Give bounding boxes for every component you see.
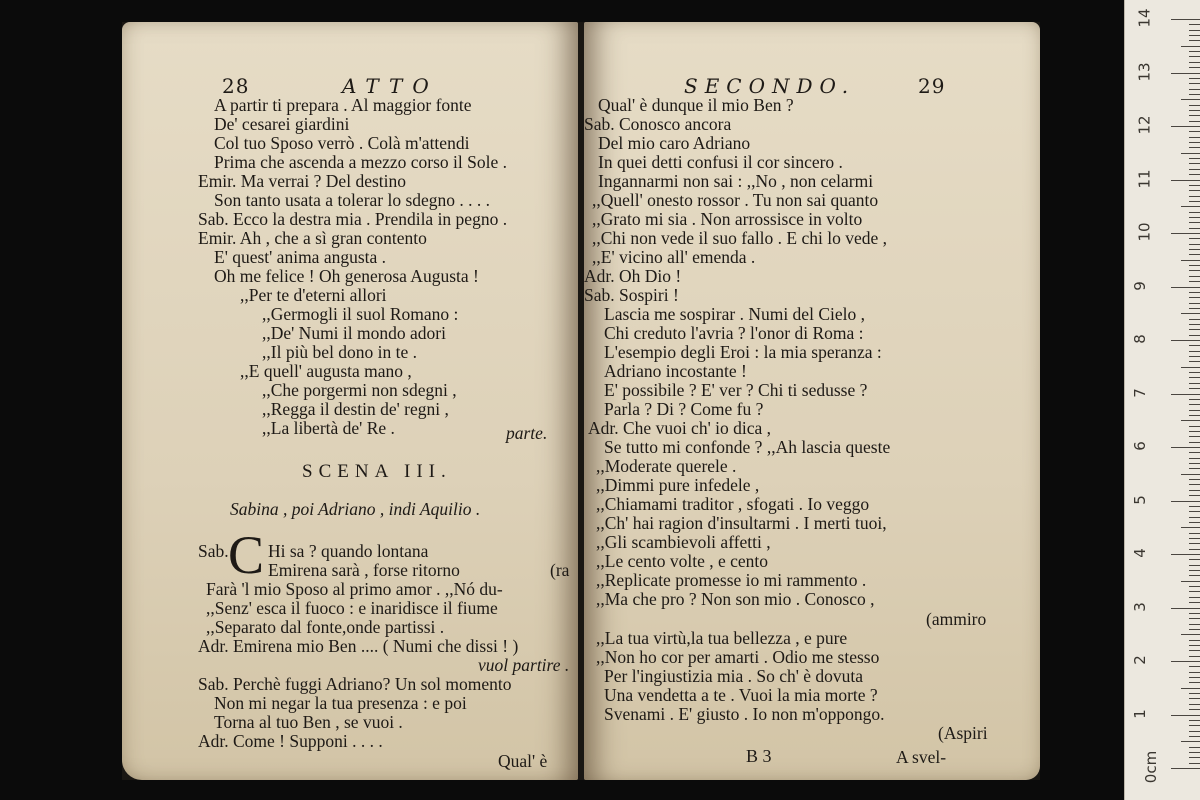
ruler-major-tick: [1171, 608, 1200, 609]
ruler-minor-tick: [1181, 313, 1200, 314]
ruler-minor-tick: [1189, 431, 1200, 432]
ruler-minor-tick: [1189, 458, 1200, 459]
verse-line: ,,Che porgermi non sdegni ,: [262, 380, 457, 400]
ruler-major-tick: [1171, 19, 1200, 20]
ruler-label: 8: [1130, 334, 1149, 344]
scene-characters: Sabina , poi Adriano , indi Aquilio .: [230, 499, 481, 519]
ruler-minor-tick: [1189, 522, 1200, 523]
ruler-label: 3: [1130, 601, 1149, 612]
ruler-minor-tick: [1189, 62, 1200, 63]
right-page-number: 29: [918, 74, 946, 98]
ruler-minor-tick: [1189, 495, 1200, 496]
ruler-minor-tick: [1189, 597, 1200, 598]
ruler-minor-tick: [1189, 190, 1200, 191]
text-line: L'esempio degli Eroi : la mia speranza :: [604, 342, 882, 362]
ruler-minor-tick: [1189, 324, 1200, 325]
ruler-minor-tick: [1189, 249, 1200, 250]
ruler-major-tick: [1171, 394, 1200, 395]
text-line: Farà 'l mio Sposo al primo amor . ,,Nó du-: [206, 579, 503, 599]
ruler-minor-tick: [1189, 570, 1200, 571]
text-line: Adriano incostante !: [604, 361, 747, 381]
ruler-label: 9: [1130, 280, 1149, 291]
text-line: ,,Chi non vede il suo fallo . E chi lo vede ,: [592, 228, 888, 248]
ruler-major-tick: [1171, 126, 1200, 127]
speaker-line: Adr. Che vuoi ch' io dica ,: [588, 418, 771, 438]
text-line: ,,Dimmi pure infedele ,: [596, 475, 760, 495]
ruler-minor-tick: [1189, 725, 1200, 726]
ruler-minor-tick: [1189, 559, 1200, 560]
ruler-minor-tick: [1189, 356, 1200, 357]
open-book: [122, 22, 1040, 780]
speaker-line: Sab. Conosco ancora: [584, 114, 732, 134]
text-line: Ingannarmi non sai : ,,No , non celarmi: [598, 171, 874, 191]
verse-line: ,,Per te d'eterni allori: [240, 285, 387, 305]
ruler-minor-tick: [1189, 484, 1200, 485]
right-running-header: SECONDO.: [684, 74, 856, 98]
ruler-minor-tick: [1189, 212, 1200, 213]
left-page: [122, 22, 578, 780]
ruler-minor-tick: [1189, 377, 1200, 378]
ruler-minor-tick: [1189, 463, 1200, 464]
text-line: A partir ti prepara . Al maggior fonte: [214, 95, 472, 115]
ruler-minor-tick: [1189, 163, 1200, 164]
text-line: Del mio caro Adriano: [598, 133, 751, 153]
ruler-minor-tick: [1189, 517, 1200, 518]
ruler-major-tick: [1171, 661, 1200, 662]
ruler-minor-tick: [1189, 479, 1200, 480]
ruler-major-tick: [1171, 554, 1200, 555]
stage-direction: vuol partire .: [478, 655, 570, 675]
text-line: Svenami . E' giusto . Io non m'oppongo.: [604, 704, 885, 724]
text-line: E' possibile ? E' ver ? Chi ti sedusse ?: [604, 380, 868, 400]
speaker-label: Sab.: [198, 541, 229, 561]
ruler-minor-tick: [1189, 56, 1200, 57]
ruler-minor-tick: [1189, 698, 1200, 699]
ruler-minor-tick: [1189, 137, 1200, 138]
ruler-minor-tick: [1189, 591, 1200, 592]
ruler-minor-tick: [1189, 731, 1200, 732]
ruler-minor-tick: [1189, 142, 1200, 143]
ruler-minor-tick: [1189, 709, 1200, 710]
verse-line: ,,Germogli il suol Romano :: [262, 304, 459, 324]
ruler-minor-tick: [1181, 206, 1200, 207]
ruler-minor-tick: [1189, 452, 1200, 453]
ruler-minor-tick: [1189, 763, 1200, 764]
left-page-number: 28: [222, 74, 250, 98]
ruler-minor-tick: [1189, 618, 1200, 619]
verse-line: ,,Il più bel dono in te .: [262, 342, 418, 362]
ruler-minor-tick: [1189, 506, 1200, 507]
ruler-minor-tick: [1189, 549, 1200, 550]
signature-mark: B 3: [746, 746, 772, 766]
catchword: Qual' è: [498, 751, 548, 771]
ruler-minor-tick: [1189, 415, 1200, 416]
ruler-minor-tick: [1181, 420, 1200, 421]
ruler-minor-tick: [1189, 468, 1200, 469]
ruler-minor-tick: [1189, 410, 1200, 411]
ruler-minor-tick: [1189, 613, 1200, 614]
text-line: ,,Moderate querele .: [596, 456, 737, 476]
ruler-minor-tick: [1181, 260, 1200, 261]
text-line: Una vendetta a te . Vuoi la mia morte ?: [604, 685, 878, 705]
ruler-minor-tick: [1181, 99, 1200, 100]
ruler-minor-tick: [1189, 35, 1200, 36]
turnover-fragment: (ra: [550, 560, 570, 580]
speaker-line: Emir. Ma verrai ? Del destino: [198, 171, 406, 191]
catchword: A svel-: [896, 747, 947, 767]
ruler-minor-tick: [1181, 527, 1200, 528]
text-line: ,,Gli scambievoli affetti ,: [596, 532, 771, 552]
text-line: Per l'ingiustizia mia . So ch' è dovuta: [604, 666, 864, 686]
speaker-line: Adr. Emirena mio Ben .... ( Numi che dissi ! ): [198, 636, 519, 656]
text-line: ,,E' vicino all' emenda .: [592, 247, 756, 267]
ruler-minor-tick: [1189, 94, 1200, 95]
ruler-minor-tick: [1189, 682, 1200, 683]
ruler-minor-tick: [1189, 158, 1200, 159]
text-line: Emirena sarà , forse ritorno: [268, 560, 460, 580]
ruler-minor-tick: [1189, 351, 1200, 352]
ruler-minor-tick: [1189, 83, 1200, 84]
ruler-minor-tick: [1189, 110, 1200, 111]
ruler-minor-tick: [1189, 303, 1200, 304]
ruler-label: 6: [1130, 441, 1149, 451]
ruler-minor-tick: [1189, 115, 1200, 116]
ruler-minor-tick: [1189, 78, 1200, 79]
text-line: In quei detti confusi il cor sincero .: [598, 152, 843, 172]
text-line: Chi creduto l'avria ? l'onor di Roma :: [604, 323, 864, 343]
scene-title: SCENA III.: [302, 461, 452, 482]
ruler-minor-tick: [1189, 201, 1200, 202]
ruler-label: 11: [1135, 168, 1154, 189]
right-page: [584, 22, 1040, 780]
ruler-minor-tick: [1189, 757, 1200, 758]
text-line: ,,La tua virtù,la tua bellezza , e pure: [596, 628, 848, 648]
text-line: Prima che ascenda a mezzo corso il Sole .: [214, 152, 508, 172]
ruler-major-tick: [1171, 340, 1200, 341]
ruler-label: 12: [1135, 115, 1154, 135]
ruler-minor-tick: [1189, 720, 1200, 721]
ruler-minor-tick: [1189, 399, 1200, 400]
ruler-major-tick: [1171, 180, 1200, 181]
ruler-minor-tick: [1189, 169, 1200, 170]
text-line: ,,Quell' onesto rossor . Tu non sai quanto: [592, 190, 879, 210]
ruler-minor-tick: [1189, 543, 1200, 544]
text-line: ,,Ma che pro ? Non son mio . Conosco ,: [596, 589, 875, 609]
ruler-minor-tick: [1189, 383, 1200, 384]
ruler-minor-tick: [1189, 105, 1200, 106]
speaker-line: Sab. Sospiri !: [584, 285, 679, 305]
ruler-minor-tick: [1189, 372, 1200, 373]
ruler-minor-tick: [1189, 693, 1200, 694]
ruler-minor-tick: [1189, 650, 1200, 651]
speaker-line: Adr. Come ! Supponi . . . .: [198, 731, 383, 751]
ruler-major-tick: [1171, 715, 1200, 716]
ruler-minor-tick: [1189, 196, 1200, 197]
ruler-minor-tick: [1189, 640, 1200, 641]
ruler-major-tick: [1171, 287, 1200, 288]
ruler-minor-tick: [1189, 217, 1200, 218]
ruler-minor-tick: [1181, 634, 1200, 635]
ruler-minor-tick: [1189, 575, 1200, 576]
verse-line: ,,De' Numi il mondo adori: [262, 323, 446, 343]
ruler-minor-tick: [1189, 490, 1200, 491]
stage-direction: parte.: [506, 423, 548, 443]
ruler-label: 1: [1130, 708, 1149, 719]
left-running-header: ATTO: [342, 74, 439, 98]
ruler-minor-tick: [1189, 666, 1200, 667]
ruler-minor-tick: [1189, 404, 1200, 405]
verse-line: ,,E quell' augusta mano ,: [240, 361, 412, 381]
ruler-minor-tick: [1189, 586, 1200, 587]
ruler-minor-tick: [1189, 222, 1200, 223]
ruler-minor-tick: [1181, 153, 1200, 154]
ruler-minor-tick: [1189, 67, 1200, 68]
ruler-minor-tick: [1189, 602, 1200, 603]
ruler-minor-tick: [1181, 367, 1200, 368]
ruler-minor-tick: [1189, 292, 1200, 293]
ruler-minor-tick: [1189, 329, 1200, 330]
text-line: Torna al tuo Ben , se vuoi .: [214, 712, 403, 732]
ruler-minor-tick: [1181, 688, 1200, 689]
text-line: Son tanto usata a tolerar lo sdegno . . . .: [214, 190, 491, 210]
ruler-minor-tick: [1189, 677, 1200, 678]
ruler-minor-tick: [1189, 265, 1200, 266]
ruler-minor-tick: [1189, 361, 1200, 362]
ruler-minor-tick: [1189, 244, 1200, 245]
text-line: De' cesarei giardini: [214, 114, 350, 134]
ruler-minor-tick: [1189, 442, 1200, 443]
ruler-major-tick: [1171, 501, 1200, 502]
speaker-line: Adr. Oh Dio !: [584, 266, 682, 286]
speaker-line: Sab. Perchè fuggi Adriano? Un sol momento: [198, 674, 512, 694]
ruler-minor-tick: [1189, 281, 1200, 282]
ruler-label: 2: [1130, 655, 1149, 665]
scale-ruler: [1124, 0, 1200, 800]
ruler-minor-tick: [1189, 335, 1200, 336]
text-line: ,,Separato dal fonte,onde partissi .: [206, 617, 445, 637]
ruler-minor-tick: [1189, 672, 1200, 673]
text-line: Lascia me sospirar . Numi del Cielo ,: [604, 304, 865, 324]
ruler-minor-tick: [1189, 624, 1200, 625]
ruler-minor-tick: [1189, 131, 1200, 132]
text-line: ,,Ch' hai ragion d'insultarmi . I merti tuoi,: [596, 513, 887, 533]
speaker-line: Sab. Ecco la destra mia . Prendila in pegno .: [198, 209, 508, 229]
text-line: E' quest' anima angusta .: [214, 247, 387, 267]
turnover-fragment: (Aspiri: [938, 723, 988, 743]
ruler-minor-tick: [1189, 308, 1200, 309]
ruler-label: 0cm: [1142, 750, 1161, 784]
ruler-minor-tick: [1189, 388, 1200, 389]
verse-line: ,,La libertà de' Re .: [262, 418, 395, 438]
ruler-minor-tick: [1189, 736, 1200, 737]
text-line: ,,Replicate promesse io mi rammento .: [596, 570, 867, 590]
text-line: Oh me felice ! Oh generosa Augusta !: [214, 266, 479, 286]
turnover-fragment: (ammiro: [926, 609, 987, 629]
ruler-minor-tick: [1189, 24, 1200, 25]
text-line: Hi sa ? quando lontana: [268, 541, 429, 561]
text-line: Parla ? Di ? Come fu ?: [604, 399, 764, 419]
ruler-minor-tick: [1181, 581, 1200, 582]
ruler-label: 4: [1130, 548, 1149, 558]
ruler-major-tick: [1171, 768, 1200, 769]
ruler-minor-tick: [1181, 474, 1200, 475]
ruler-label: 10: [1135, 222, 1154, 242]
ruler-major-tick: [1171, 447, 1200, 448]
ruler-minor-tick: [1189, 747, 1200, 748]
ruler-minor-tick: [1189, 538, 1200, 539]
text-line: Se tutto mi confonde ? ,,Ah lascia queste: [604, 437, 891, 457]
speaker-line: Emir. Ah , che a sì gran contento: [198, 228, 427, 248]
ruler-minor-tick: [1189, 238, 1200, 239]
ruler-label: 13: [1135, 61, 1154, 82]
ruler-minor-tick: [1189, 645, 1200, 646]
ruler-minor-tick: [1189, 185, 1200, 186]
text-line: ,,Chiamami traditor , sfogati . Io veggo: [596, 494, 870, 514]
ruler-major-tick: [1171, 73, 1200, 74]
ruler-minor-tick: [1189, 228, 1200, 229]
ruler-label: 14: [1135, 8, 1154, 28]
text-line: ,,Le cento volte , e cento: [596, 551, 769, 571]
ruler-minor-tick: [1181, 741, 1200, 742]
ruler-minor-tick: [1189, 752, 1200, 753]
ruler-minor-tick: [1189, 319, 1200, 320]
ruler-minor-tick: [1189, 254, 1200, 255]
ruler-label: 7: [1130, 387, 1149, 398]
ruler-minor-tick: [1189, 656, 1200, 657]
text-line: ,,Grato mi sia . Non arrossisce in volto: [592, 209, 863, 229]
ruler-minor-tick: [1189, 345, 1200, 346]
ruler-minor-tick: [1189, 533, 1200, 534]
text-line: ,,Senz' esca il fuoco : e inaridisce il fiume: [206, 598, 498, 618]
ruler-minor-tick: [1189, 89, 1200, 90]
ruler-minor-tick: [1189, 276, 1200, 277]
verse-line: ,,Regga il destin de' regni ,: [262, 399, 449, 419]
ruler-label: 5: [1130, 494, 1149, 505]
ruler-major-tick: [1171, 233, 1200, 234]
text-line: ,,Non ho cor per amarti . Odio me stesso: [596, 647, 880, 667]
ruler-minor-tick: [1189, 147, 1200, 148]
ruler-minor-tick: [1189, 40, 1200, 41]
ruler-minor-tick: [1189, 30, 1200, 31]
ruler-minor-tick: [1189, 511, 1200, 512]
ruler-minor-tick: [1189, 51, 1200, 52]
ruler-minor-tick: [1189, 121, 1200, 122]
ruler-minor-tick: [1181, 46, 1200, 47]
text-line: Col tuo Sposo verrò . Colà m'attendi: [214, 133, 470, 153]
text-line: Non mi negar la tua presenza : e poi: [214, 693, 467, 713]
ruler-minor-tick: [1189, 297, 1200, 298]
text-line: Qual' è dunque il mio Ben ?: [598, 95, 794, 115]
ruler-minor-tick: [1189, 174, 1200, 175]
ruler-minor-tick: [1189, 565, 1200, 566]
ruler-minor-tick: [1189, 426, 1200, 427]
ruler-minor-tick: [1189, 704, 1200, 705]
ruler-minor-tick: [1189, 436, 1200, 437]
drop-cap: C: [228, 525, 265, 585]
ruler-minor-tick: [1189, 629, 1200, 630]
ruler-minor-tick: [1189, 270, 1200, 271]
